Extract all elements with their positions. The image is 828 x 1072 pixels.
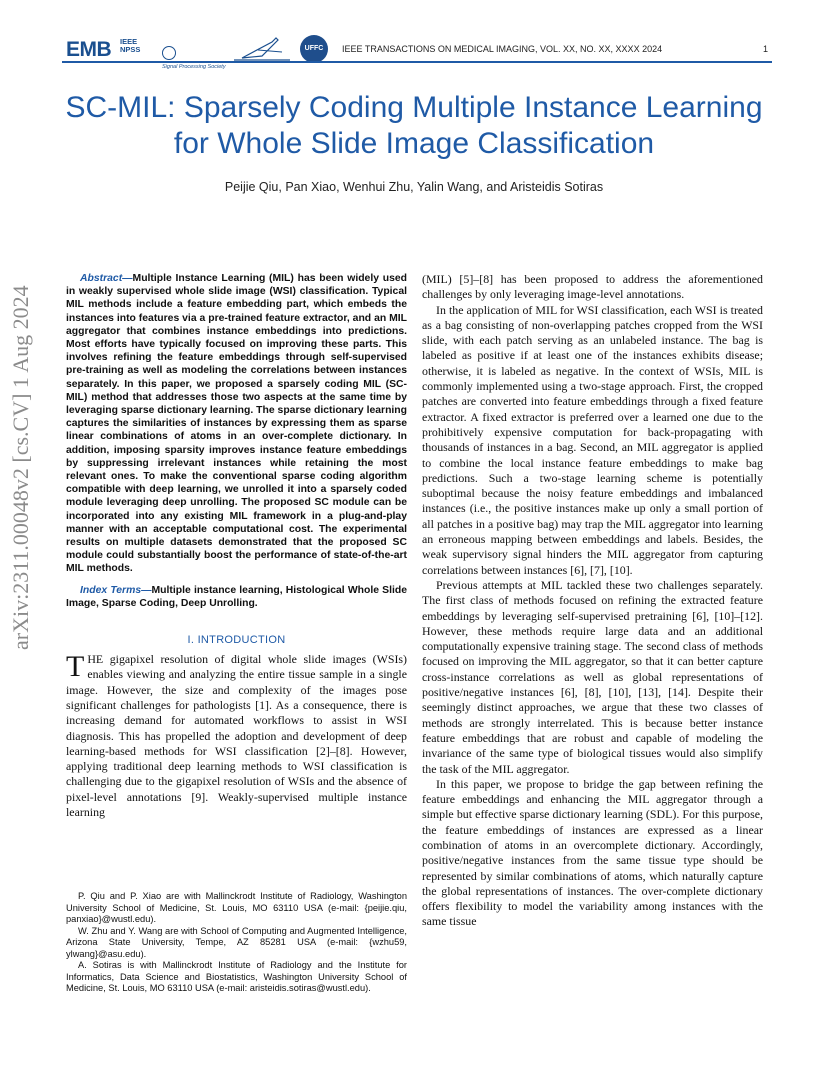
abstract-label: Abstract— xyxy=(80,273,133,284)
header-rule xyxy=(62,61,772,63)
uffc-logo: UFFC xyxy=(300,35,328,63)
npss-logo: IEEE NPSS xyxy=(120,37,141,54)
dropcap: T xyxy=(66,650,85,684)
footnote: A. Sotiras is with Mallinckrodt Institute of Radiology and the Institute for Informatics, Data Science and Biostatistics, Washington University School of Medicine, St. Louis, MO 63110 USA (e-mail: aristeidis.sotiras@wustl.edu). xyxy=(66,960,407,993)
sps-ring-icon xyxy=(162,46,176,60)
page-number: 1 xyxy=(762,44,768,54)
index-terms xyxy=(66,584,407,610)
sps-logo-text: Signal Processing Society xyxy=(162,64,226,70)
footnotes xyxy=(66,891,407,995)
right-column xyxy=(422,272,763,930)
body-paragraph: In the application of MIL for WSI classification, each WSI is treated as a bag consisting of non-overlapping patches cropped from the WSI slide, with each patch serving as an unlabeled instance. The bag is labeled as positive if at least one of the instances exhibits disease; otherwise, it is labeled as negative. In the context of WSIs, MIL is commonly implemented using a two-stage approach. First, the cropped patches are converted into feature embeddings through a fixed feature extractor. A fixed extractor is preferred over a learned one due to the prohibitively expensive computation for back-propagating with thousands of instances in a bag. Second, an MIL aggregator is applied to combine the local instance feature embeddings to make bag predictions. Such a two-stage learning scheme is potentially suboptimal because the noisy feature embeddings and imbalanced instances (i.e., the positive instances make up only a small portion of all patches in a positive bag) may trap the MIL aggregator into learning an erroneous mapping between embeddings and labels. Besides, the weak supervisory signal hinders the MIL aggregator from capturing correlations between instances [6], [7], [10]. xyxy=(422,302,763,577)
body-paragraph: In this paper, we propose to bridge the gap between refining the feature embeddings and enhancing the MIL aggregator through a simple but effective sparse dictionary learning (SDL). For this purpose, the feature embeddings of instances are expressed as a linear combination of atoms in an overcomplete dictionary. Accordingly, positive/negative instances from the same tissue type should be represented by similar combinations of atoms, which naturally capture the global representations of instances. The over-complete dictionary offers flexibility to model the variability among instances with the same tissue xyxy=(422,776,763,929)
emb-logo: EMB xyxy=(66,38,112,61)
footnote: P. Qiu and P. Xiao are with Mallinckrodt Institute of Radiology, Washington University School of Medicine, St. Louis, MO 63110 USA (e-mail: {peijie.qiu, panxiao}@wustl.edu). xyxy=(66,891,407,924)
abstract-text: Multiple Instance Learning (MIL) has been widely used in weakly supervised whole slide image (WSI) classification. Typical MIL methods include a feature embedding part, which embeds the instances into features via a pre-trained feature extractor, and an MIL aggregator that combines instance embeddings into predictions. Most efforts have typically focused on improving these parts. This involves refining the feature embeddings through self-supervised pre-training as well as modeling the correlations between instances separately. In this paper, we proposed a sparsely coding MIL (SC-MIL) method that addresses those two aspects at the same time by leveraging sparse dictionary learning. The sparse dictionary learning captures the similarities of instances by expressing them as sparse linear combinations of atoms in an over-complete dictionary. In addition, imposing sparsity improves instance feature embeddings by suppressing irrelevant instances while retaining the most relevant ones. To make the conventional sparse coding algorithm compatible with deep learning, we unrolled it into a sparsely coded module leveraging deep unrolling. The proposed SC module can be incorporated into any existing MIL framework in a plug-and-play manner with an acceptable computational cost. The experimental results on multiple datasets demonstrated that the proposed SC module could substantially boost the performance of state-of-the-art MIL methods. xyxy=(66,273,407,575)
left-column xyxy=(66,272,407,820)
arxiv-stamp: arXiv:2311.00048v2 [cs.CV] 1 Aug 2024 xyxy=(8,285,33,650)
plane-logo-icon xyxy=(232,34,294,64)
intro-text: HE gigapixel resolution of digital whole slide images (WSIs) enables viewing and analyzing the entire tissue sample in a single image. However, the size and complexity of the images pose significant challenges for pathologists [1]. As a consequence, there is increasing demand for automated workflows to assist in WSI diagnosis. This has propelled the adoption and development of deep learning-based methods for WSI classification [2]–[8]. However, applying traditional deep learning methods to WSI classification is challenging due to the gigapixel resolution of WSIs and the absence of pixel-level annotations [9]. Weakly-supervised multiple instance learning xyxy=(66,652,407,820)
journal-name: IEEE TRANSACTIONS ON MEDICAL IMAGING, VOL. XX, NO. XX, XXXX 2024 xyxy=(342,44,663,54)
author-list: Peijie Qiu, Pan Xiao, Wenhui Zhu, Yalin Wang, and Aristeidis Sotiras xyxy=(224,180,604,194)
abstract xyxy=(66,272,407,576)
index-terms-text: Multiple instance learning, Histological Whole Slide Image, Sparse Coding, Deep Unrolling. xyxy=(66,584,408,609)
body-paragraph: Previous attempts at MIL tackled these two challenges separately. The first class of methods focused on refining the extracted feature embeddings by leveraging self-supervised pretraining [6], [10]–[12]. However, these methods require large data and an additional computationally expensive training stage. The second class of methods focused on improving the MIL aggregator, so that it can better capture cross-instance correlations as well as global representations of positive/negative instances [6], [8], [10], [13], [14]. Despite their seemingly distinct approaches, we argue that these two classes of methods are strongly interrelated. This is because better instance feature embeddings that are robust and capable of modeling the invariance of the same type of biological tissues would also simplify the task of the MIL aggregator. xyxy=(422,577,763,776)
footnote: W. Zhu and Y. Wang are with School of Computing and Augmented Intelligence, Arizona State University, Tempe, AZ 85281 USA (e-mail: {wzhu59, ylwang}@asu.edu). xyxy=(66,925,407,959)
index-terms-label: Index Terms— xyxy=(80,584,152,596)
paper-title: SC-MIL: Sparsely Coding Multiple Instance Learning for Whole Slide Image Classification xyxy=(65,91,763,160)
section-heading-introduction: I. INTRODUCTION xyxy=(187,634,286,647)
body-paragraph: (MIL) [5]–[8] has been proposed to address the aforementioned challenges by only leveraging image-level annotations. xyxy=(422,272,763,302)
intro-paragraph xyxy=(66,652,407,820)
